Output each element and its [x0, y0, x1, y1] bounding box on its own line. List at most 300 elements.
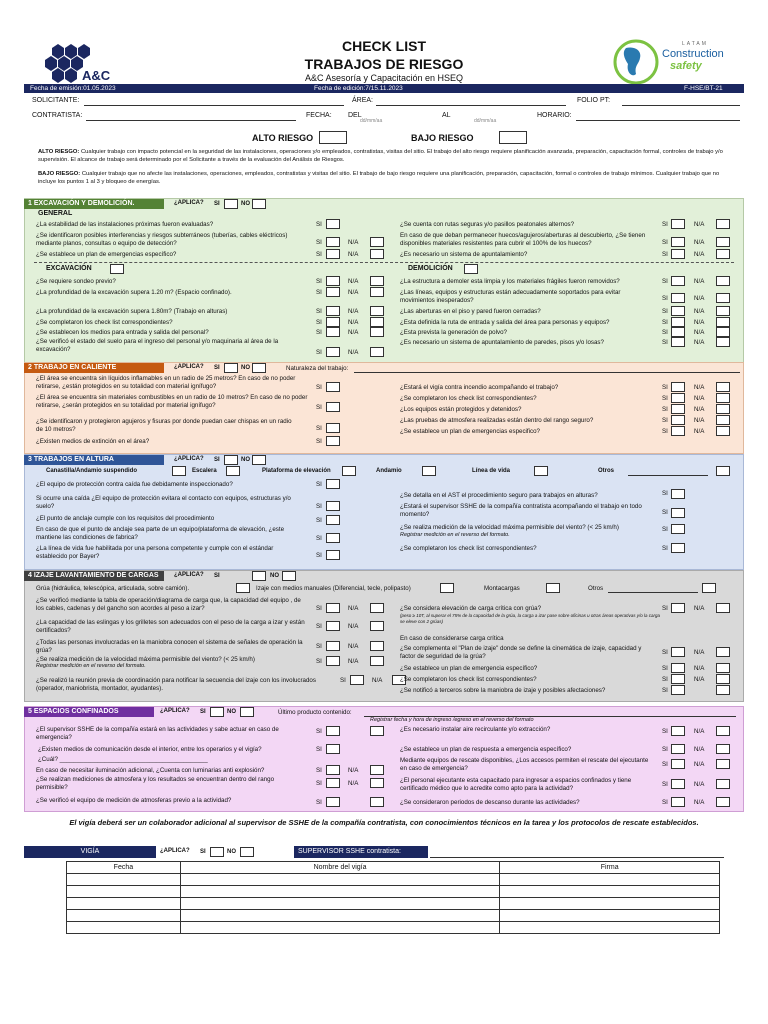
s1-divider	[34, 262, 734, 263]
vigia-no: NO	[227, 849, 236, 855]
fecha-cell[interactable]	[67, 898, 181, 910]
table-row	[67, 898, 720, 910]
fecha-cell[interactable]	[67, 922, 181, 934]
s1-e5-si-box[interactable]	[326, 327, 340, 337]
s5-aplica-no-checkbox[interactable]	[240, 707, 254, 717]
s5-l-1: ¿El supervisor SSHE de la compañía estará en las actividades y sabe actuar en caso de emergencia?	[36, 726, 279, 741]
s5-l-4: En caso de necesitar iluminación adicional, ¿Cuenta con luminarias anti explosión?	[36, 767, 265, 774]
s4-l-4-note: Registrar medición en el reverso del formato.	[36, 663, 146, 669]
area-label: ÁREA:	[352, 97, 374, 104]
s5-l5-si-box[interactable]	[326, 778, 340, 788]
s5-l6-si-box[interactable]	[326, 797, 340, 807]
s3-l3-si-box[interactable]	[326, 515, 340, 525]
ultimo-label: Último producto contenido:	[278, 709, 352, 716]
s1-e-4: ¿Se completaron los check list correspondientes?	[36, 319, 173, 326]
s5-l2-si: SI	[316, 746, 322, 753]
s1-d1-si-box[interactable]	[671, 276, 685, 286]
s2-l1-si: SI	[316, 384, 322, 391]
fecha-label: FECHA:	[306, 112, 332, 119]
s4-r5-na-box[interactable]	[716, 674, 730, 684]
general-subtitle: GENERAL	[38, 210, 73, 217]
s3-type-4-box[interactable]	[422, 466, 436, 476]
s4-l3-na-box[interactable]	[370, 641, 384, 651]
s2-r-5: ¿Se establece un plan de emergencias especifico?	[400, 428, 540, 435]
s2-l1-si-box[interactable]	[326, 382, 340, 392]
s3-si: SI	[214, 457, 220, 463]
nombre-cell[interactable]	[180, 922, 500, 934]
s4-l5-si-box[interactable]	[350, 675, 364, 685]
s1-d-3: ¿Las aberturas en el piso y pared fueron cerradas?	[400, 308, 541, 315]
s3-l4-si: SI	[316, 535, 322, 542]
horario-field[interactable]	[576, 120, 740, 121]
s3-type-5-box[interactable]	[534, 466, 548, 476]
s5-r3-na: N/A	[694, 761, 705, 768]
s4-l2-na: N/A	[348, 623, 359, 630]
s5-r3-si: SI	[662, 761, 668, 768]
s4-l1-na-box[interactable]	[370, 603, 384, 613]
s3-otros-field[interactable]	[628, 475, 708, 476]
s5-r4-na-box[interactable]	[716, 779, 730, 789]
fecha-cell[interactable]	[67, 910, 181, 922]
s3-l2-si: SI	[316, 503, 322, 510]
s1-e-1: ¿Se requiere sondeo previo?	[36, 278, 116, 285]
s4-si: SI	[214, 573, 220, 579]
s4-l-4: ¿Se realiza medición de la velocidad máxima permisible del viento? (< 25 km/h)	[36, 656, 255, 663]
fecha-cell[interactable]	[67, 874, 181, 886]
s5-l1-si: SI	[316, 728, 322, 735]
s5-l6-na-box[interactable]	[370, 797, 384, 807]
s1-d-4: ¿Esta definida la ruta de entrada y salida del área para personas y equipos?	[400, 319, 610, 326]
s1-e-2: ¿La profundidad de la excavación supera 1.20 m? (Espacio confinado).	[36, 289, 232, 296]
right-logo-small: LATAM	[682, 41, 708, 47]
s1-e-5: ¿Se establecen los medios para entrada y salida del personal?	[36, 329, 209, 336]
demolicion-checkbox[interactable]	[464, 264, 478, 274]
s1-g-left-1: ¿La estabilidad de las instalaciones próximas fueron evaluadas?	[36, 221, 214, 228]
s4-r1-na: N/A	[694, 605, 705, 612]
s2-r1-na-box[interactable]	[716, 382, 730, 392]
s3-r-1: ¿Se detalla en el AST el procedimiento seguro para trabajos en alturas?	[400, 492, 598, 499]
s1-e6-na-box[interactable]	[370, 347, 384, 357]
s4-r1-si-box[interactable]	[671, 603, 685, 613]
s2-l3-si-box[interactable]	[326, 423, 340, 433]
s5-r2-na: N/A	[694, 746, 705, 753]
s1-g-r1-na-box[interactable]	[716, 219, 730, 229]
s4-l4-si: SI	[316, 658, 322, 665]
s5-r5-si-box[interactable]	[671, 797, 685, 807]
s4-r1-na-box[interactable]	[716, 603, 730, 613]
s5-l5-na: N/A	[348, 780, 359, 787]
s2-r3-na-box[interactable]	[716, 404, 730, 414]
s4-aplica-no-checkbox[interactable]	[282, 571, 296, 581]
firma-cell[interactable]	[500, 898, 720, 910]
alto-riesgo-checkbox[interactable]	[319, 131, 347, 144]
s1-e5-na-box[interactable]	[370, 327, 384, 337]
s1-e-6: ¿Se verificó el estado del suelo para el ingreso del personal y/o maquinaria al área de la excavación?	[36, 338, 279, 353]
s1-e1-na-box[interactable]	[370, 276, 384, 286]
s1-g-l1-si-box[interactable]	[326, 219, 340, 229]
s1-aplica-si-checkbox[interactable]	[224, 199, 238, 209]
horario-label: HORARIO:	[537, 112, 572, 119]
s1-e3-si-box[interactable]	[326, 306, 340, 316]
supervisor-header: SUPERVISOR SSHE contratista:	[294, 846, 428, 858]
s1-d3-na-box[interactable]	[716, 306, 730, 316]
s1-g-l2-na: N/A	[348, 239, 359, 246]
vigia-note: El vigía deberá ser un colaborador adicional al supervisor de SSHE de la compañía contratista, con conocimientos técnicos en la tarea y los protocolos de rescate establecidos.	[69, 818, 699, 827]
s4-r4-si-box[interactable]	[671, 663, 685, 673]
s2-l3-si: SI	[316, 425, 322, 432]
s4-l-2: ¿La capacidad de las eslingas y los grilletes son adecuados con el peso de la carga a izar y están certificados?	[36, 619, 305, 634]
s5-l-6: ¿Se verificó el equipo de medición de atmosferas previo a la actividad?	[36, 797, 232, 804]
s5-no: NO	[227, 709, 236, 715]
nombre-cell[interactable]	[180, 898, 500, 910]
s3-type-6: Otros	[598, 468, 615, 474]
s2-aplica-no-checkbox[interactable]	[252, 363, 266, 373]
col-nombre: Nombre del vigía	[180, 862, 500, 874]
doc-company: A&C Asesoría y Capacitación en HSEQ	[304, 73, 464, 83]
s1-d4-si: SI	[662, 319, 668, 326]
s4-otros-field[interactable]	[608, 592, 698, 593]
s1-e3-na-box[interactable]	[370, 306, 384, 316]
s2-r4-si-box[interactable]	[671, 415, 685, 425]
s5-l4-si-box[interactable]	[326, 765, 340, 775]
s4-r5-na: N/A	[694, 676, 705, 683]
s2-r1-si-box[interactable]	[671, 382, 685, 392]
s2-r2-si: SI	[662, 395, 668, 402]
s5-l1-si-box[interactable]	[326, 726, 340, 736]
s1-d1-na-box[interactable]	[716, 276, 730, 286]
s1-g-l3-na-box[interactable]	[370, 249, 384, 259]
s1-e5-si: SI	[316, 329, 322, 336]
s2-r3-si-box[interactable]	[671, 404, 685, 414]
s3-type-4: Andamio	[376, 468, 402, 474]
s2-l2-si: SI	[316, 404, 322, 411]
s3-l-2: Si ocurre una caída ¿El equipo de protección evitara el contacto con equipos, estructuras y/o suelo?	[36, 495, 291, 510]
s1-e4-si: SI	[316, 319, 322, 326]
s5-r-2: ¿Se establece un plan de respuesta a emergencia específico?	[400, 746, 572, 753]
s4-r-5: ¿Se completaron los check list correspondientes?	[400, 676, 537, 683]
s2-r4-na-box[interactable]	[716, 415, 730, 425]
s4-l3-si-box[interactable]	[326, 641, 340, 651]
s3-type-2: Escalera	[192, 468, 217, 474]
vigia-aplica: ¿APLICA?	[160, 848, 190, 854]
s5-aplica: ¿APLICA?	[160, 708, 190, 714]
s4-r4-na: N/A	[694, 665, 705, 672]
s1-d6-na-box[interactable]	[716, 337, 730, 347]
s1-g-r1-si-box[interactable]	[671, 219, 685, 229]
vigia-si: SI	[200, 849, 206, 855]
contratista-field[interactable]	[86, 120, 296, 121]
s2-r3-si: SI	[662, 406, 668, 413]
s4-l2-na-box[interactable]	[370, 621, 384, 631]
s5-registrar: Registrar fecha y hora de ingreso /egreso en el reverso del formato	[370, 717, 534, 723]
section2-title: 2 TRABAJO EN CALIENTE	[24, 363, 164, 373]
s1-g-r3-na-box[interactable]	[716, 249, 730, 259]
s2-r4-si: SI	[662, 417, 668, 424]
s1-d6-si-box[interactable]	[671, 337, 685, 347]
nombre-cell[interactable]	[180, 910, 500, 922]
s4-r3-si-box[interactable]	[671, 647, 685, 657]
s2-no: NO	[241, 365, 250, 371]
s5-l-5: ¿Se realizan mediciones de atmosfera y los resultados se encuentran dentro del rango permisible?	[36, 776, 275, 791]
excavacion-checkbox[interactable]	[110, 264, 124, 274]
s1-d2-na-box[interactable]	[716, 293, 730, 303]
s2-l4-si: SI	[316, 438, 322, 445]
s2-si: SI	[214, 365, 220, 371]
s2-l-1: ¿El área se encuentra sin líquidos inflamables en un radio de 25 metros? En caso de no poder retirarse, ¿están protegidos en su totalidad con material ignífugo?	[36, 375, 296, 390]
s3-r-4: ¿Se completaron los check list correspondientes?	[400, 545, 537, 552]
s1-d3-si-box[interactable]	[671, 306, 685, 316]
s1-e6-si-box[interactable]	[326, 347, 340, 357]
vigia-no-checkbox[interactable]	[240, 847, 254, 857]
s1-e4-si-box[interactable]	[326, 317, 340, 327]
s3-l3-si: SI	[316, 517, 322, 524]
s5-r5-na: N/A	[694, 799, 705, 806]
fecha-cell[interactable]	[67, 886, 181, 898]
s5-l2-si-box[interactable]	[326, 744, 340, 754]
s5-r2-na-box[interactable]	[716, 744, 730, 754]
nombre-cell[interactable]	[180, 874, 500, 886]
col-firma: Firma	[500, 862, 720, 874]
s1-g-r3-si-box[interactable]	[671, 249, 685, 259]
s2-l2-si-box[interactable]	[326, 402, 340, 412]
naturaleza-label: Naturaleza del trabajo:	[286, 365, 349, 372]
s2-r5-si-box[interactable]	[671, 426, 685, 436]
s3-r4-si: SI	[662, 545, 668, 552]
folio-label: FOLIO PT:	[577, 97, 611, 104]
s2-r5-na-box[interactable]	[716, 426, 730, 436]
s5-r4-si-box[interactable]	[671, 779, 685, 789]
s2-r2-na-box[interactable]	[716, 393, 730, 403]
s3-r4-si-box[interactable]	[671, 543, 685, 553]
s2-aplica-si-checkbox[interactable]	[224, 363, 238, 373]
s5-r-1: ¿Es necesario instalar aire recirculante y/o extracción?	[400, 726, 551, 733]
s5-l4-na-box[interactable]	[370, 765, 384, 775]
s1-e2-si-box[interactable]	[326, 287, 340, 297]
doc-code: F-HSE/BT-21	[684, 85, 723, 92]
supervisor-field[interactable]	[430, 857, 724, 858]
s1-d5-si-box[interactable]	[671, 327, 685, 337]
area-field[interactable]	[376, 105, 566, 106]
s1-d5-na-box[interactable]	[716, 327, 730, 337]
s5-r4-si: SI	[662, 781, 668, 788]
s3-l2-si-box[interactable]	[326, 501, 340, 511]
s1-g-l3-si: SI	[316, 251, 322, 258]
s4-r6-si-box[interactable]	[671, 685, 685, 695]
s1-g-right-3: ¿Es necesario un sistema de apuntalamiento?	[400, 251, 528, 258]
s4-r5-si: SI	[662, 676, 668, 683]
s4-r6-si: SI	[662, 687, 668, 694]
s1-e2-na-box[interactable]	[370, 287, 384, 297]
s5-l1-na-box[interactable]	[370, 726, 384, 736]
company-logo-text: A&C	[82, 68, 111, 83]
s3-r2-si-box[interactable]	[671, 508, 685, 518]
s4-l-3: ¿Todas las personas involucradas en la maniobra conocen el sistema de señales de operación la grúa?	[36, 639, 303, 654]
s4-aplica: ¿APLICA?	[174, 572, 204, 578]
s3-aplica-si-checkbox[interactable]	[224, 455, 238, 465]
fecha-al-field[interactable]: dd/mm/aa	[474, 118, 497, 124]
s2-r-4: ¿Las pruebas de atmosfera realizadas están dentro del rango seguro?	[400, 417, 594, 424]
s4-type-3-box[interactable]	[546, 583, 560, 593]
s3-l-1: ¿El equipo de protección contra caída fue debidamente inspeccionado?	[36, 481, 233, 488]
s3-l1-si-box[interactable]	[326, 479, 340, 489]
vigia-si-checkbox[interactable]	[210, 847, 224, 857]
s4-r3-na-box[interactable]	[716, 647, 730, 657]
s4-l4-na-box[interactable]	[370, 656, 384, 666]
s5-r-5: ¿Se consideraron periodos de descanso durante las actividades?	[400, 799, 580, 806]
s4-r-4: ¿Se establece un plan de emergencia específico?	[400, 665, 538, 672]
s1-d2-si: SI	[662, 295, 668, 302]
s1-g-l2-si-box[interactable]	[326, 237, 340, 247]
s5-r3-si-box[interactable]	[671, 759, 685, 769]
s1-e1-si: SI	[316, 278, 322, 285]
s1-e4-na-box[interactable]	[370, 317, 384, 327]
s3-aplica-no-checkbox[interactable]	[252, 455, 266, 465]
s5-r5-na-box[interactable]	[716, 797, 730, 807]
s4-r-2: En caso de considerarse carga crítica	[400, 635, 504, 642]
s5-r5-si: SI	[662, 799, 668, 806]
s5-r-3: Mediante equipos de rescate disponibles, ¿Los accesos permiten el rescate del ejecutante en caso de emergencia?	[400, 757, 649, 772]
s1-e2-na: N/A	[348, 289, 359, 296]
s2-l4-si-box[interactable]	[326, 436, 340, 446]
s1-g-r2-si-box[interactable]	[671, 237, 685, 247]
table-row	[67, 922, 720, 934]
s3-l5-si: SI	[316, 552, 322, 559]
s1-e6-si: SI	[316, 349, 322, 356]
s5-r1-na: N/A	[694, 728, 705, 735]
s1-e3-na: N/A	[348, 308, 359, 315]
nombre-cell[interactable]	[180, 886, 500, 898]
fecha-del-field[interactable]: dd/mm/aa	[360, 118, 383, 124]
s4-l-5: ¿Se realizó la reunión previa de coordinación para notificar la secuencia del izaje con los involucrados (operador, maniobrista, montador, ayudantes).	[36, 677, 316, 692]
alto-def-text: Cualquier trabajo con impacto potencial en la seguridad de las instalaciones, operaciones y/o empleados, contratistas, visitas del sitio. El trabajo del alto riesgo requiere planificación avanzada, preparación, capacitación formal, controles de trabajo y/o supervisión. El alcance de trabajo será determinado por el Solicitante a través de la evaluación del Análisis de Riesgos.	[38, 149, 723, 163]
s3-l-5: ¿La línea de vida fue habilitada por una persona competente y cumple con el estándar establecido por Bayer?	[36, 545, 274, 560]
s1-d1-na: N/A	[694, 278, 705, 285]
s4-aplica-si-checkbox[interactable]	[252, 571, 266, 581]
s3-l-4: En caso de que el punto de anclaje sea parte de un equipo/plataforma de elevación, ¿este mantiene las condiciones de fabrica?	[36, 526, 285, 541]
s3-type-1-box[interactable]	[172, 466, 186, 476]
s4-type-1-box[interactable]	[236, 583, 250, 593]
s1-e5-na: N/A	[348, 329, 359, 336]
s5-aplica-si-checkbox[interactable]	[210, 707, 224, 717]
s1-g-right-2: En caso de que deban permanecer huecos/agujeros/aberturas al descubierto, ¿Se tienen disponibles materiales resistentes para cubrir el 100% de los huecos?	[400, 232, 646, 247]
s4-l1-si-box[interactable]	[326, 603, 340, 613]
s4-l4-si-box[interactable]	[326, 656, 340, 666]
s1-d6-na: N/A	[694, 339, 705, 346]
s4-r1-si: SI	[662, 605, 668, 612]
s3-l5-si-box[interactable]	[326, 550, 340, 560]
s1-d-5: ¿Esta prevista la generación de polvo?	[400, 329, 507, 336]
s4-l2-si: SI	[316, 623, 322, 630]
s4-type-4: Otros	[588, 585, 604, 592]
table-row	[67, 874, 720, 886]
s5-r3-na-box[interactable]	[716, 759, 730, 769]
al-label: AL	[442, 112, 451, 119]
s5-r4-na: N/A	[694, 781, 705, 788]
s2-l-3: ¿Se identificaron y protegieron agujeros y fisuras por donde puedan caer chispas en un radio de 10 metros?	[36, 418, 292, 433]
s4-r4-na-box[interactable]	[716, 663, 730, 673]
s2-aplica: ¿APLICA?	[174, 364, 204, 370]
s3-type-2-box[interactable]	[226, 466, 240, 476]
s5-l5-na-box[interactable]	[370, 778, 384, 788]
s1-g-r2-na: N/A	[694, 239, 705, 246]
firma-cell[interactable]	[500, 886, 720, 898]
section3-title: 3 TRABAJOS EN ALTURA	[24, 455, 164, 465]
s3-l1-si: SI	[316, 481, 322, 488]
firma-cell[interactable]	[500, 922, 720, 934]
s1-d2-si-box[interactable]	[671, 293, 685, 303]
s4-l5-na: N/A	[372, 677, 383, 684]
s4-type-2: Izaje con medios manuales (Diferencial, tecle, polipasto)	[256, 585, 411, 592]
section5-title: 5 ESPACIOS CONFINADOS	[24, 707, 154, 717]
s5-r1-na-box[interactable]	[716, 726, 730, 736]
s1-g-l3-si-box[interactable]	[326, 249, 340, 259]
alto-def-label: ALTO RIESGO:	[38, 149, 80, 155]
s4-r5-si-box[interactable]	[671, 674, 685, 684]
s5-r2-si-box[interactable]	[671, 744, 685, 754]
s1-g-r1-si: SI	[662, 221, 668, 228]
s4-l2-si-box[interactable]	[326, 621, 340, 631]
s4-r3-si: SI	[662, 649, 668, 656]
firma-cell[interactable]	[500, 910, 720, 922]
section1-title: 1 EXCAVACIÓN Y DEMOLICIÓN.	[24, 199, 164, 209]
bajo-riesgo-checkbox[interactable]	[499, 131, 527, 144]
s4-type-4-box[interactable]	[702, 583, 716, 593]
firma-cell[interactable]	[500, 874, 720, 886]
s3-r-3-note: Registrar medición en el reverso del formato.	[400, 532, 510, 538]
s4-l3-na: N/A	[348, 643, 359, 650]
s3-r3-si-box[interactable]	[671, 524, 685, 534]
s5-l-2: ¿Existen medios de comunicación desde el interior, entre los operarios y el vigía?	[38, 746, 262, 753]
s2-r1-si: SI	[662, 384, 668, 391]
s2-r-3: ¿Los equipos están protegidos y detenidos?	[400, 406, 522, 413]
s1-g-r2-na-box[interactable]	[716, 237, 730, 247]
s1-d4-si-box[interactable]	[671, 317, 685, 327]
s1-d5-si: SI	[662, 329, 668, 336]
s2-r2-si-box[interactable]	[671, 393, 685, 403]
s1-g-l2-na-box[interactable]	[370, 237, 384, 247]
s3-aplica: ¿APLICA?	[174, 456, 204, 462]
s4-r-6: ¿Se notificó a terceros sobre la maniobra de izaje y posibles afectaciones?	[400, 687, 606, 694]
solicitante-field[interactable]	[84, 105, 344, 106]
s4-type-2-box[interactable]	[440, 583, 454, 593]
col-fecha: Fecha	[67, 862, 181, 874]
s1-d5-na: N/A	[694, 329, 705, 336]
right-logo-line2: safety	[670, 60, 702, 72]
bajo-riesgo-definition	[38, 171, 738, 186]
s1-g-r2-si: SI	[662, 239, 668, 246]
s3-type-3-box[interactable]	[342, 466, 356, 476]
s4-r6-na-box[interactable]	[716, 685, 730, 695]
s3-r1-si-box[interactable]	[671, 489, 685, 499]
s3-type-6-box[interactable]	[716, 466, 730, 476]
naturaleza-field[interactable]	[354, 372, 740, 373]
s1-g-r1-na: N/A	[694, 221, 705, 228]
s1-aplica-no-checkbox[interactable]	[252, 199, 266, 209]
s4-l4-na: N/A	[348, 658, 359, 665]
s3-l4-si-box[interactable]	[326, 533, 340, 543]
s3-type-5: Línea de vida	[472, 468, 511, 474]
s1-d4-na-box[interactable]	[716, 317, 730, 327]
s5-r1-si-box[interactable]	[671, 726, 685, 736]
s1-e1-si-box[interactable]	[326, 276, 340, 286]
s4-l1-si: SI	[316, 605, 322, 612]
s1-d1-si: SI	[662, 278, 668, 285]
s3-type-1: Canastilla/Andamio suspendido	[46, 468, 138, 474]
s5-l4-na: N/A	[348, 767, 359, 774]
construction-safety-logo	[612, 36, 744, 88]
folio-field[interactable]	[622, 105, 740, 106]
del-label: DEL	[348, 112, 362, 119]
